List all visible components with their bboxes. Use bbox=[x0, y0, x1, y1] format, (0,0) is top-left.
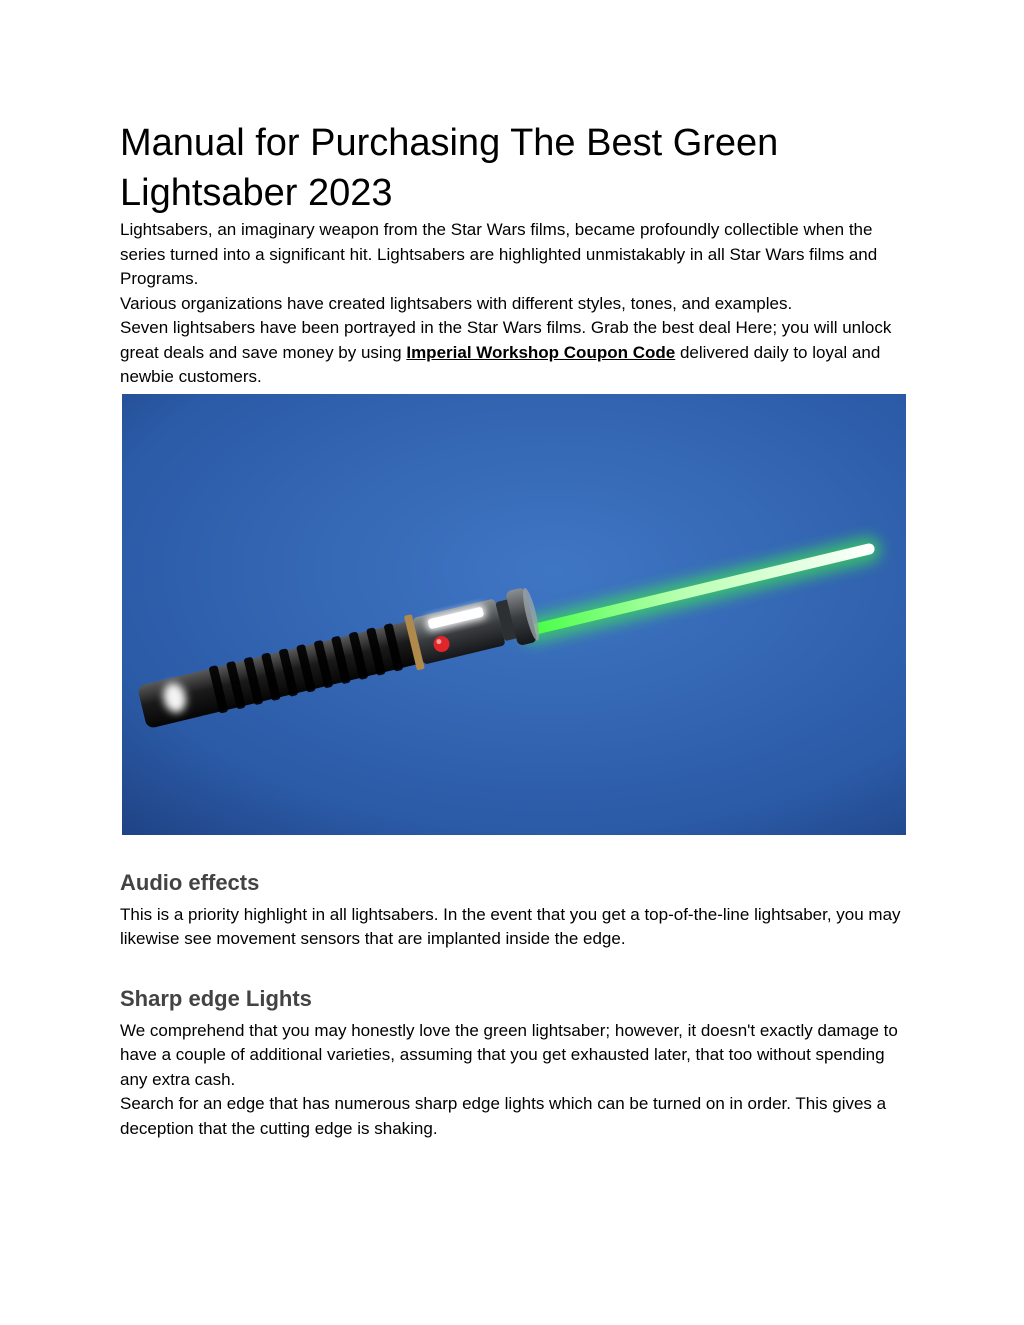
intro-paragraph-2 bbox=[120, 292, 910, 390]
section-sharp-edge-lights-paragraph-2: Search for an edge that has numerous sharp edge lights which can be turned on in order. This gives a deception that the cutting edge is shaking. bbox=[120, 1094, 887, 1138]
green-lightsaber-image bbox=[122, 394, 906, 835]
section-audio-effects-paragraph: This is a priority highlight in all lightsabers. In the event that you get a top-of-the-line lightsaber, you may likewise see movement sensors that are implanted inside the edge. bbox=[120, 904, 901, 948]
section-sharp-edge-lights-paragraph-1: We comprehend that you may honestly love the green lightsaber; however, it doesn't exactly damage to have a couple of additional varieties, assuming that you get exhausted later, that too without spending any extra cash. bbox=[120, 1020, 898, 1089]
intro-paragraph-2-line-1: Various organizations have created lightsabers with different styles, tones, and examples. bbox=[120, 293, 793, 313]
intro-paragraph-1: Lightsabers, an imaginary weapon from the Star Wars films, became profoundly collectible when the series turned into a significant hit. Lightsabers are highlighted unmistakably in all Star Wars films and Programs. bbox=[120, 220, 878, 288]
page-title: Manual for Purchasing The Best Green Lightsaber 2023 bbox=[120, 122, 779, 214]
section-heading-sharp-edge-lights: Sharp edge Lights bbox=[120, 985, 312, 1011]
coupon-code-link[interactable]: Imperial Workshop Coupon Code bbox=[406, 342, 676, 362]
section-heading-audio-effects: Audio effects bbox=[120, 869, 260, 895]
intro-paragraph-2-tail: delivered daily to loyal and newbie customers. bbox=[120, 342, 881, 386]
intro-paragraph-2-text: Seven lightsabers have been portrayed in the Star Wars films. Grab the best deal Here; you will unlock great deals and save money by using bbox=[120, 318, 892, 362]
document-page bbox=[120, 118, 910, 1141]
